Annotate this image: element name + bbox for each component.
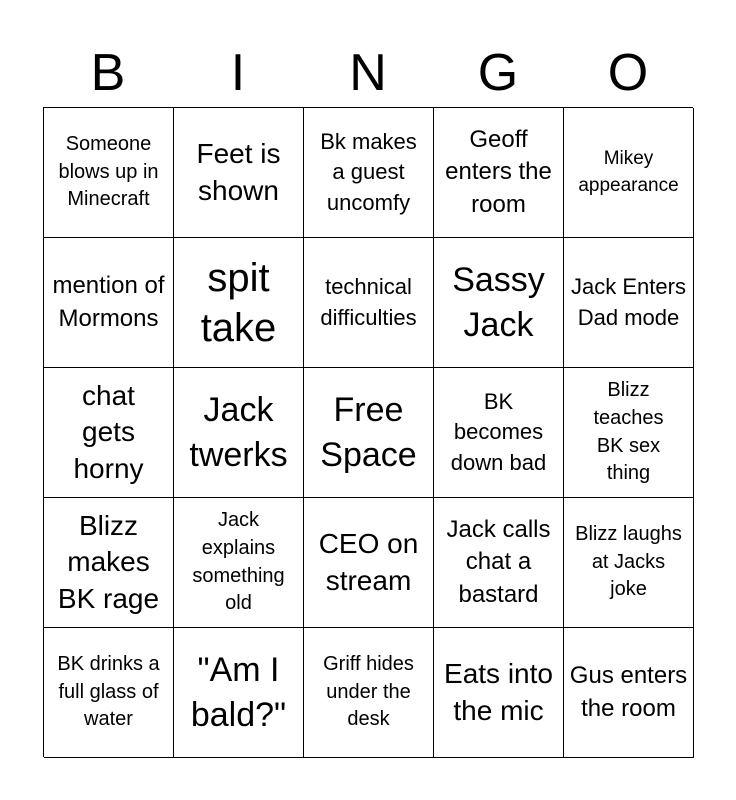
cell-text: Sassy Jack <box>452 261 545 344</box>
cell-text: Mikey appearance <box>578 147 679 196</box>
cell-text: Bk makes a guest uncomfy <box>320 129 417 215</box>
header-letter-g: G <box>477 44 519 102</box>
bingo-cell[interactable] <box>434 628 564 758</box>
bingo-cell[interactable] <box>174 108 304 238</box>
cell-text: Griff hides under the desk <box>323 653 414 731</box>
bingo-cell[interactable] <box>304 498 434 628</box>
header-letter-b: B <box>90 44 126 102</box>
bingo-cell[interactable] <box>44 368 174 498</box>
bingo-cell[interactable] <box>304 628 434 758</box>
cell-text: CEO on stream <box>318 528 419 596</box>
cell-text: BK drinks a full glass of water <box>57 653 160 731</box>
bingo-cell[interactable] <box>434 108 564 238</box>
bingo-cell[interactable] <box>304 108 434 238</box>
bingo-cell[interactable] <box>174 368 304 498</box>
bingo-cell[interactable] <box>434 368 564 498</box>
bingo-cell[interactable] <box>304 368 434 498</box>
cell-text: technical difficulties <box>320 274 417 330</box>
header-letter-n: N <box>349 44 387 102</box>
cell-text: Jack explains something old <box>192 509 285 615</box>
cell-text: Jack Enters Dad mode <box>571 274 686 330</box>
cell-text: Blizz teaches BK sex thing <box>593 379 664 485</box>
bingo-cell[interactable] <box>174 628 304 758</box>
bingo-cell[interactable] <box>304 238 434 368</box>
bingo-cell[interactable] <box>564 238 694 368</box>
cell-text: mention of Mormons <box>52 272 165 332</box>
bingo-header <box>43 40 693 106</box>
cell-text: Geoff enters the room <box>445 125 552 218</box>
bingo-cell[interactable] <box>174 498 304 628</box>
cell-text: Blizz laughs at Jacks joke <box>575 523 682 601</box>
cell-text: BK becomes down bad <box>450 389 547 475</box>
bingo-board <box>43 107 693 757</box>
cell-text: Jack calls chat a bastard <box>446 515 551 608</box>
bingo-cell[interactable] <box>434 238 564 368</box>
cell-text: Blizz makes BK rage <box>57 509 160 614</box>
cell-text: spit take <box>200 255 277 350</box>
cell-text: Gus enters the room <box>569 662 688 722</box>
bingo-cell[interactable] <box>44 108 174 238</box>
bingo-cell[interactable] <box>44 628 174 758</box>
bingo-cell[interactable] <box>564 498 694 628</box>
cell-text: chat gets horny <box>73 379 144 484</box>
cell-text: "Am I bald?" <box>190 651 287 734</box>
cell-text: Eats into the mic <box>444 658 553 726</box>
bingo-cell[interactable] <box>434 498 564 628</box>
bingo-cell[interactable] <box>564 368 694 498</box>
header-letter-o: O <box>607 44 649 102</box>
cell-text: Feet is shown <box>196 138 281 206</box>
bingo-cell[interactable] <box>564 108 694 238</box>
bingo-cell[interactable] <box>44 238 174 368</box>
bingo-cell[interactable] <box>174 238 304 368</box>
bingo-cell[interactable] <box>564 628 694 758</box>
header-letter-i: I <box>230 44 246 102</box>
cell-text: Someone blows up in Minecraft <box>58 133 159 211</box>
cell-text: Free Space <box>320 391 417 474</box>
cell-text: Jack twerks <box>189 391 288 474</box>
bingo-cell[interactable] <box>44 498 174 628</box>
